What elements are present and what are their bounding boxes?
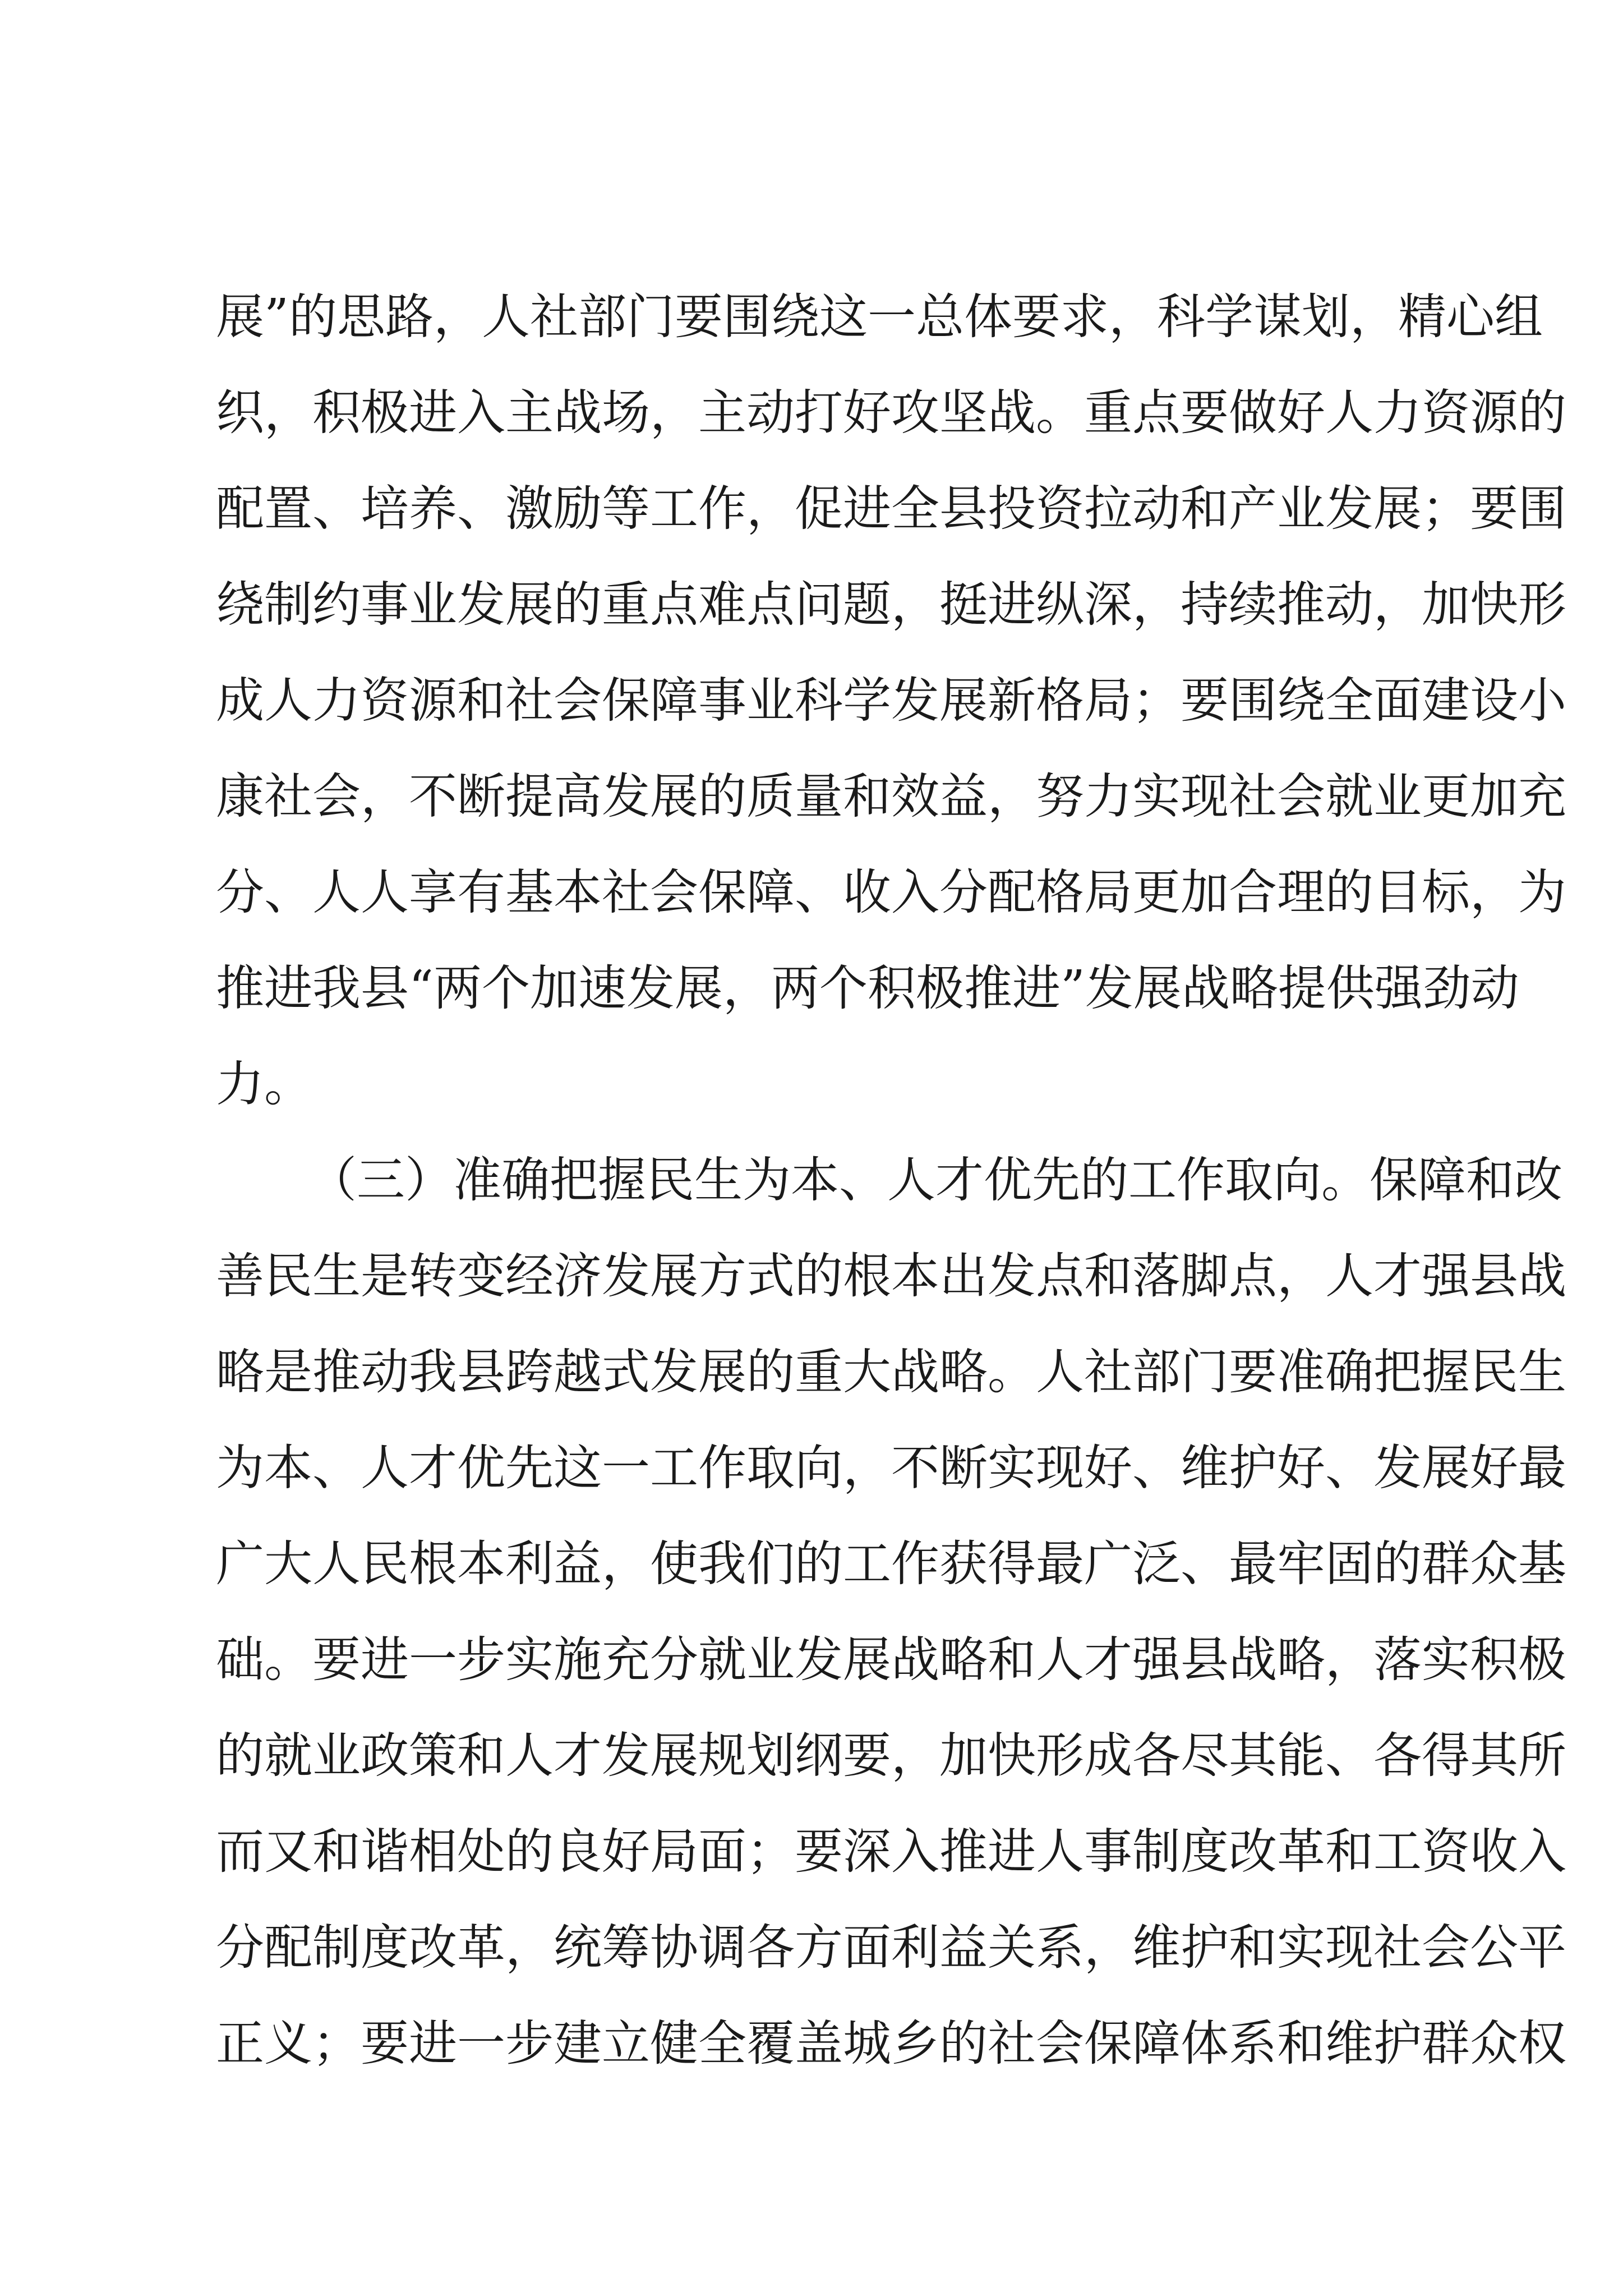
text-line: 展”的思路，人社部门要围绕这一总体要求，科学谋划，精心组 <box>216 289 1543 345</box>
text-line: 康社会，不断提高发展的质量和效益，努力实现社会就业更加充 <box>216 769 1566 825</box>
text-line: 善民生是转变经济发展方式的根本出发点和落脚点，人才强县战 <box>216 1248 1566 1304</box>
text-line: 分配制度改革，统筹协调各方面利益关系，维护和实现社会公平 <box>216 1920 1566 1976</box>
text-line: 成人力资源和社会保障事业科学发展新格局；要围绕全面建设小 <box>216 673 1566 729</box>
text-line: 广大人民根本利益，使我们的工作获得最广泛、最牢固的群众基 <box>216 1536 1566 1592</box>
text-line: 的就业政策和人才发展规划纲要，加快形成各尽其能、各得其所 <box>216 1728 1566 1784</box>
text-line: 正义；要进一步建立健全覆盖城乡的社会保障体系和维护群众权 <box>216 2016 1566 2072</box>
text-line: 力。 <box>216 1056 312 1112</box>
text-line: 配置、培养、激励等工作，促进全县投资拉动和产业发展；要围 <box>216 481 1566 537</box>
text-line: （三）准确把握民生为本、人才优先的工作取向。保障和改 <box>308 1152 1562 1208</box>
text-line: 略是推动我县跨越式发展的重大战略。人社部门要准确把握民生 <box>216 1344 1566 1400</box>
text-line: 推进我县“两个加速发展，两个积极推进”发展战略提供强劲动 <box>216 960 1519 1016</box>
text-line: 分、人人享有基本社会保障、收入分配格局更加合理的目标，为 <box>216 864 1566 921</box>
text-line: 础。要进一步实施充分就业发展战略和人才强县战略，落实积极 <box>216 1632 1566 1688</box>
text-line: 为本、人才优先这一工作取向，不断实现好、维护好、发展好最 <box>216 1440 1566 1496</box>
text-line: 而又和谐相处的良好局面；要深入推进人事制度改革和工资收入 <box>216 1824 1566 1880</box>
text-line: 绕制约事业发展的重点难点问题，挺进纵深，持续推动，加快形 <box>216 577 1566 633</box>
text-line: 织，积极进入主战场，主动打好攻坚战。重点要做好人力资源的 <box>216 385 1566 441</box>
